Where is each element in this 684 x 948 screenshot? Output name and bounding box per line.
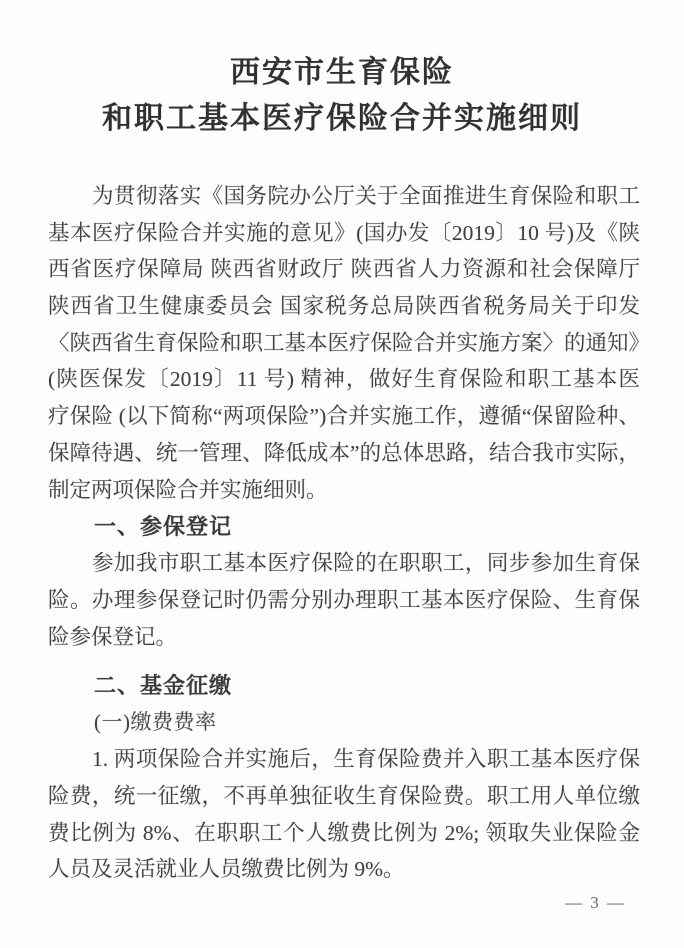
text-line: (陕医保发〔2019〕11 号) 精神，做好生育保险和职工基本医 bbox=[48, 367, 640, 392]
doc-title-line-2: 和职工基本医疗保险合并实施细则 bbox=[102, 102, 582, 135]
doc-title-line-1: 西安市生育保险 bbox=[230, 56, 454, 89]
text-line: 险参保登记。 bbox=[48, 624, 178, 649]
text-line: 基本医疗保险合并实施的意见》(国办发〔2019〕10 号)及《陕 bbox=[48, 220, 640, 245]
intro-paragraph bbox=[48, 178, 651, 508]
text-line: 制定两项保险合并实施细则。 bbox=[48, 477, 328, 502]
section-1-paragraph bbox=[48, 545, 640, 655]
text-line: 为贯彻落实《国务院办公厅关于全面推进生育保险和职工 bbox=[92, 184, 640, 208]
text-line: 险。办理参保登记时仍需分别办理职工基本医疗保险、生育保 bbox=[48, 587, 640, 612]
text-line: 人员及灵活就业人员缴费比例为 9%。 bbox=[48, 857, 405, 882]
doc-body bbox=[48, 178, 651, 888]
text-line: 西省医疗保障局 陕西省财政厅 陕西省人力资源和社会保障厅 bbox=[48, 257, 640, 282]
text-line: 1. 两项保险合并实施后，生育保险费并入职工基本医疗保 bbox=[92, 747, 640, 772]
doc-title bbox=[0, 0, 684, 142]
section-heading-2: 二、基金征缴 bbox=[94, 673, 233, 699]
text-line: 费比例为 8%、在职职工个人缴费比例为 2%; 领取失业保险金 bbox=[48, 820, 640, 845]
text-line: 保障待遇、统一管理、降低成本”的总体思路，结合我市实际， bbox=[48, 440, 640, 465]
section-2-item-1-paragraph bbox=[48, 741, 640, 888]
text-line: 〈陕西省生育保险和职工基本医疗保险合并实施方案〉的通知》 bbox=[48, 330, 651, 355]
text-line: 陕西省卫生健康委员会 国家税务总局陕西省税务局关于印发 bbox=[48, 294, 640, 319]
subsection-heading: (一)缴费费率 bbox=[94, 710, 217, 735]
text-line: 疗保险 (以下简称“两项保险”)合并实施工作，遵循“保留险种、 bbox=[48, 404, 640, 429]
text-line: 参加我市职工基本医疗保险的在职职工，同步参加生育保 bbox=[92, 551, 640, 576]
section-heading-1: 一、参保登记 bbox=[94, 514, 233, 540]
text-line: 险费，统一征缴，不再单独征收生育保险费。职工用人单位缴 bbox=[48, 783, 640, 808]
page-number: — 3 — bbox=[565, 893, 626, 912]
